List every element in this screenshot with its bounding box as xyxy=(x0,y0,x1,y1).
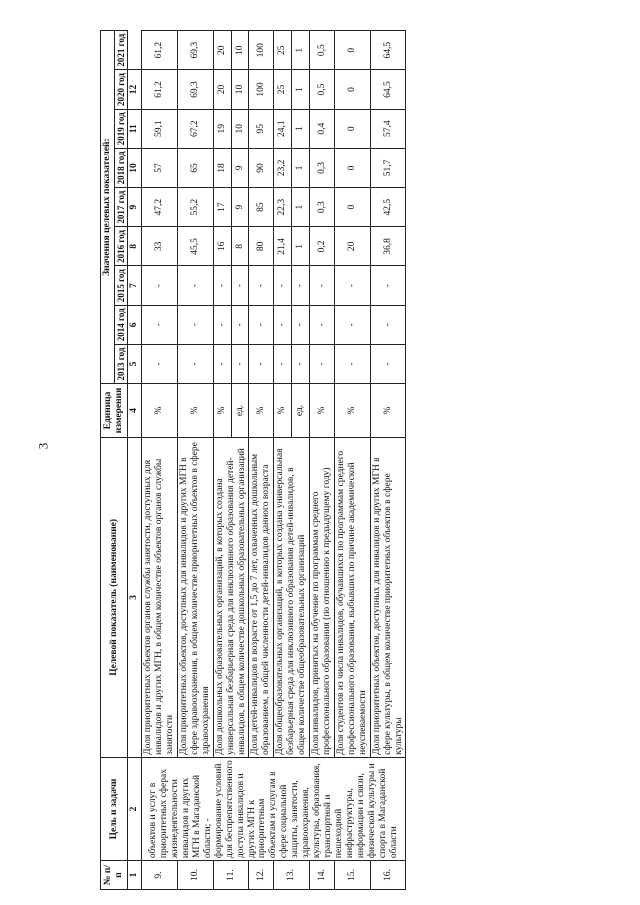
value-cell: 1 xyxy=(292,31,310,70)
value-cell: 0 xyxy=(334,70,370,109)
header-goal: Цель и задачи xyxy=(101,757,128,860)
value-cell: 17 xyxy=(213,188,231,227)
value-cell: 57,4 xyxy=(370,109,406,148)
value-cell: 0,2 xyxy=(310,227,335,266)
value-cell: 0,5 xyxy=(310,31,335,70)
value-cell: 18 xyxy=(213,148,231,187)
value-cell: 1 xyxy=(292,227,310,266)
unit-cell: % xyxy=(334,384,370,438)
value-cell: 9 xyxy=(231,148,249,187)
col-number: 2 xyxy=(128,757,142,860)
value-cell: - xyxy=(310,305,335,344)
indicator-cell: Доля студентов из числа инвалидов, обучавшихся по программам среднего профессионального образования, выбывших по причине академической неуспеваемости xyxy=(334,437,370,757)
value-cell: - xyxy=(370,305,406,344)
header-year: 2014 год xyxy=(114,305,127,344)
value-cell: 20 xyxy=(213,70,231,109)
value-cell: - xyxy=(249,305,274,344)
header-year: 2019 год xyxy=(114,109,127,148)
row-num: 14. xyxy=(310,861,335,890)
row-num: 10. xyxy=(177,861,213,890)
value-cell: 9 xyxy=(231,188,249,227)
header-unit: Единица измерения xyxy=(101,384,128,438)
col-number: 9 xyxy=(128,188,142,227)
value-cell: - xyxy=(249,344,274,383)
value-cell: - xyxy=(334,344,370,383)
col-number: 4 xyxy=(128,384,142,438)
value-cell: - xyxy=(249,266,274,305)
indicator-cell: Доля приоритетных объектов, доступных для инвалидов и других МГН в сфере здравоохранения, в общем количестве приоритетных объектов в сфере здравоохранения xyxy=(177,437,213,757)
value-cell: 57 xyxy=(142,148,178,187)
value-cell: 23,2 xyxy=(274,148,292,187)
value-cell: 0,3 xyxy=(310,148,335,187)
value-cell: - xyxy=(142,305,178,344)
value-cell: 64,5 xyxy=(370,70,406,109)
value-cell: 1 xyxy=(292,148,310,187)
indicator-cell: Доля приоритетных объектов, доступных для инвалидов и других МГН в сфере культуры, в общем количестве приоритетных объектов в сфере культуры xyxy=(370,437,406,757)
header-year: 2021 год xyxy=(114,31,127,70)
value-cell: 61,2 xyxy=(142,70,178,109)
value-cell: 64,5 xyxy=(370,31,406,70)
value-cell: 69,3 xyxy=(177,31,213,70)
value-cell: 59,1 xyxy=(142,109,178,148)
header-year: 2015 год xyxy=(114,266,127,305)
col-number: 11 xyxy=(128,109,142,148)
value-cell: 36,8 xyxy=(370,227,406,266)
value-cell: - xyxy=(370,266,406,305)
unit-cell: % xyxy=(370,384,406,438)
value-cell: - xyxy=(142,344,178,383)
value-cell: - xyxy=(231,305,249,344)
value-cell: - xyxy=(370,344,406,383)
value-cell: - xyxy=(334,305,370,344)
value-cell: 0 xyxy=(334,188,370,227)
value-cell: 0 xyxy=(334,31,370,70)
value-cell: 1 xyxy=(292,70,310,109)
unit-cell: % xyxy=(177,384,213,438)
indicator-cell: Доля инвалидов, принятых на обучение по программам среднего профессионального образования (по отношению к предыдущему году) xyxy=(310,437,335,757)
value-cell: - xyxy=(231,266,249,305)
header-values-group: Значения целевых показателей: xyxy=(101,31,115,384)
col-number: 6 xyxy=(128,305,142,344)
value-cell: 10 xyxy=(231,31,249,70)
value-cell: 0,3 xyxy=(310,188,335,227)
value-cell: - xyxy=(213,266,231,305)
value-cell: - xyxy=(142,266,178,305)
value-cell: 100 xyxy=(249,70,274,109)
value-cell: 25 xyxy=(274,31,292,70)
value-cell: - xyxy=(310,344,335,383)
indicator-cell: Доля приоритетных объектов органов службы занятости, доступных для инвалидов и других МГН, в общем количестве объектов органов службы занятости xyxy=(142,437,178,757)
header-year: 2020 год xyxy=(114,70,127,109)
unit-cell: % xyxy=(142,384,178,438)
value-cell: 65 xyxy=(177,148,213,187)
table-row xyxy=(142,31,178,890)
value-cell: 0 xyxy=(334,148,370,187)
page-number: 3 xyxy=(35,442,51,450)
row-num: 13. xyxy=(274,861,310,890)
value-cell: 80 xyxy=(249,227,274,266)
header-year: 2017 год xyxy=(114,188,127,227)
value-cell: - xyxy=(310,266,335,305)
value-cell: 10 xyxy=(231,109,249,148)
row-num: 9. xyxy=(142,861,178,890)
value-cell: 0,5 xyxy=(310,70,335,109)
row-num: 11. xyxy=(213,861,249,890)
col-number: 5 xyxy=(128,344,142,383)
target-indicators-table xyxy=(100,30,406,890)
header-year: 2013 год xyxy=(114,344,127,383)
value-cell: 1 xyxy=(292,109,310,148)
value-cell: - xyxy=(177,344,213,383)
value-cell: 24,1 xyxy=(274,109,292,148)
row-num: 16. xyxy=(370,861,406,890)
header-year: 2016 год xyxy=(114,227,127,266)
header-year: 2018 год xyxy=(114,148,127,187)
value-cell: - xyxy=(292,305,310,344)
value-cell: 42,5 xyxy=(370,188,406,227)
value-cell: - xyxy=(334,266,370,305)
header-indicator: Целевой показатель (наименование) xyxy=(101,437,128,757)
value-cell: - xyxy=(213,305,231,344)
goal-cell: объектов и услуг в приоритетных сферах жизнедеятельности инвалидов и других МГН в Магаданской области; - формирование условий для беспрепятственного доступа инвалидов и других МГН к приоритетным объектам и услугам в сфере социальной защиты, занятости, здравоохранения, культуры, образования, транспортной и пешеходной инфраструктуры, информации и связи, физической культуры и спорта в Магаданской области xyxy=(142,757,406,860)
indicator-cell: Доля детей-инвалидов в возрасте от 1,5 до 7 лет, охваченных дошкольным образованием, в общей численности детей-инвалидов данного возраста xyxy=(249,437,274,757)
rotated-table-container xyxy=(100,30,640,890)
value-cell: 47,2 xyxy=(142,188,178,227)
indicator-cell: Доля дошкольных образовательных организаций, в которых создана универсальная безбарьерная среда для инклюзивного образования детей-инвалидов, в общем количестве дошкольных образовательных организаций xyxy=(213,437,249,757)
col-number: 7 xyxy=(128,266,142,305)
value-cell: - xyxy=(274,305,292,344)
value-cell: 51,7 xyxy=(370,148,406,187)
indicator-cell: Доля общеобразовательных организаций, в которых создана универсальная безбарьерная среда для инклюзивного образования детей-инвалидов, в общем количестве общеобразовательных организаций xyxy=(274,437,310,757)
value-cell: 8 xyxy=(231,227,249,266)
unit-cell: % xyxy=(310,384,335,438)
value-cell: - xyxy=(274,344,292,383)
value-cell: 33 xyxy=(142,227,178,266)
value-cell: 85 xyxy=(249,188,274,227)
value-cell: 0 xyxy=(334,109,370,148)
value-cell: - xyxy=(177,305,213,344)
value-cell: 22,3 xyxy=(274,188,292,227)
unit-cell: ед. xyxy=(292,384,310,438)
value-cell: - xyxy=(231,344,249,383)
col-number: 1 xyxy=(128,861,142,890)
value-cell: 90 xyxy=(249,148,274,187)
value-cell: 61,2 xyxy=(142,31,178,70)
value-cell: 19 xyxy=(213,109,231,148)
value-cell: 67,2 xyxy=(177,109,213,148)
value-cell: - xyxy=(292,266,310,305)
unit-cell: ед. xyxy=(231,384,249,438)
header-num: № п/п xyxy=(101,861,128,890)
value-cell: - xyxy=(213,344,231,383)
value-cell: - xyxy=(292,344,310,383)
value-cell: 45,5 xyxy=(177,227,213,266)
value-cell: 100 xyxy=(249,31,274,70)
value-cell: 10 xyxy=(231,70,249,109)
value-cell: 1 xyxy=(292,188,310,227)
row-num: 15. xyxy=(334,861,370,890)
value-cell: 16 xyxy=(213,227,231,266)
value-cell: 55,2 xyxy=(177,188,213,227)
unit-cell: % xyxy=(274,384,292,438)
value-cell: 20 xyxy=(334,227,370,266)
unit-cell: % xyxy=(213,384,231,438)
unit-cell: % xyxy=(249,384,274,438)
value-cell: 95 xyxy=(249,109,274,148)
value-cell: 20 xyxy=(213,31,231,70)
row-num: 12. xyxy=(249,861,274,890)
value-cell: 69,3 xyxy=(177,70,213,109)
col-number: 8 xyxy=(128,227,142,266)
col-number: 10 xyxy=(128,148,142,187)
col-number: 12 xyxy=(128,70,142,109)
value-cell: - xyxy=(177,266,213,305)
value-cell: 0,4 xyxy=(310,109,335,148)
value-cell: 21,4 xyxy=(274,227,292,266)
value-cell: - xyxy=(274,266,292,305)
col-number: 3 xyxy=(128,437,142,757)
value-cell: 25 xyxy=(274,70,292,109)
